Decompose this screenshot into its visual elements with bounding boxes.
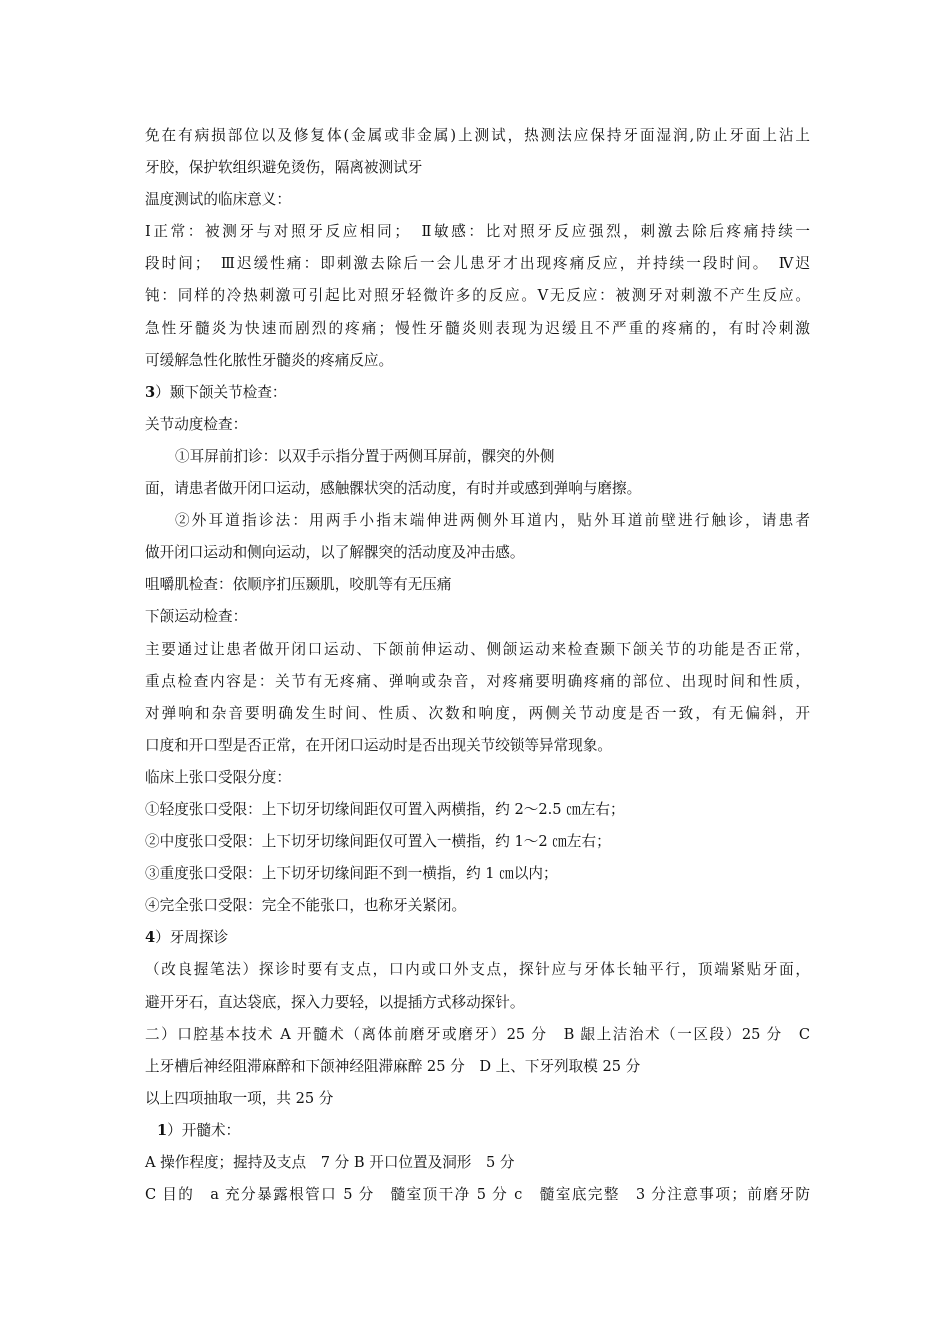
line-text: C 目的 a 充分暴露根管口 5 分 髓室顶干净 5 分 c 髓室底完整 3 分注意事项；前磨牙防	[145, 1186, 810, 1204]
text-line	[145, 248, 810, 280]
text-line	[145, 794, 810, 826]
text-line	[145, 473, 810, 505]
line-text: 关节动度检查：	[145, 415, 248, 433]
line-text: 钝：同样的冷热刺激可引起比对照牙轻微许多的反应。Ⅴ无反应：被测牙对刺激不产生反应。	[145, 287, 810, 305]
text-line	[145, 184, 810, 216]
line-text: 牙胶，保护软组织避免烫伤，隔离被测试牙	[145, 159, 423, 177]
line-text: ②外耳道指诊法：用两手小指末端伸进两侧外耳道内，贴外耳道前壁进行触诊，请患者	[175, 512, 810, 530]
text-line	[145, 441, 810, 473]
line-text: ①耳屏前扪诊：以双手示指分置于两侧耳屏前，髁突的外侧	[175, 447, 555, 465]
text-line	[145, 537, 810, 569]
text-line	[145, 601, 810, 633]
text-line	[145, 216, 810, 248]
line-text: ）牙周探诊	[155, 929, 229, 947]
text-line	[145, 1115, 810, 1147]
line-text: ）开髓术：	[167, 1121, 241, 1139]
line-text: 咀嚼肌检查：依顺序扪压颞肌，咬肌等有无压痛	[145, 576, 452, 594]
line-text: 段时间； Ⅲ迟缓性痛：即刺激去除后一会儿患牙才出现疼痛反应，并持续一段时间。 Ⅳ迟	[145, 255, 810, 273]
text-line	[145, 1051, 810, 1083]
text-line	[145, 890, 810, 922]
text-line	[145, 1019, 810, 1051]
text-line	[145, 1083, 810, 1115]
text-line	[145, 666, 810, 698]
line-text: ④完全张口受限：完全不能张口，也称牙关紧闭。	[145, 897, 467, 915]
text-line	[145, 377, 810, 409]
text-line	[145, 120, 810, 152]
line-text: 临床上张口受限分度：	[145, 768, 291, 786]
text-line	[145, 345, 810, 377]
line-text: 二）口腔基本技术 A 开髓术（离体前磨牙或磨牙）25 分 B 龈上洁治术（一区段）25 分 C	[145, 1025, 810, 1043]
line-text: 重点检查内容是：关节有无疼痛、弹响或杂音，对疼痛要明确疼痛的部位、出现时间和性质，	[145, 672, 810, 690]
line-text: 急性牙髓炎为快速而剧烈的疼痛；慢性牙髓炎则表现为迟缓且不严重的疼痛的，有时冷刺激	[145, 319, 810, 337]
text-line	[145, 1147, 810, 1179]
section-number: 1	[157, 1121, 168, 1139]
text-line	[145, 858, 810, 890]
line-text: 避开牙石，直达袋底，探入力要轻，以提插方式移动探针。	[145, 993, 525, 1011]
line-text: A 操作程度；握持及支点 7 分 B 开口位置及洞形 5 分	[145, 1154, 515, 1171]
text-line	[145, 1179, 810, 1211]
text-line	[145, 987, 810, 1019]
text-line	[145, 569, 810, 601]
line-text: 面，请患者做开闭口运动，感触髁状突的活动度，有时并或感到弹响与磨擦。	[145, 480, 642, 498]
line-text: 做开闭口运动和侧向运动，以了解髁突的活动度及冲击感。	[145, 544, 525, 562]
text-line	[145, 409, 810, 441]
line-text: 温度测试的临床意义：	[145, 191, 291, 209]
line-text: ③重度张口受限：上下切牙切缘间距不到一横指，约 1 ㎝以内；	[145, 865, 558, 883]
body-text	[145, 120, 810, 1211]
section-number: 3	[145, 383, 156, 401]
text-line	[145, 730, 810, 762]
line-text: 下颌运动检查：	[145, 608, 248, 626]
line-text: 以上四项抽取一项，共 25 分	[145, 1089, 334, 1107]
line-text: ）颞下颌关节检查：	[155, 383, 287, 401]
text-line	[145, 313, 810, 345]
text-line	[145, 505, 810, 537]
line-text: （改良握笔法）探诊时要有支点，口内或口外支点，探针应与牙体长轴平行，顶端紧贴牙面，	[145, 961, 810, 979]
line-text: 免在有病损部位以及修复体(金属或非金属)上测试，热测法应保持牙面湿润,防止牙面上沾上	[145, 127, 810, 144]
text-line	[145, 954, 810, 986]
line-text: Ⅰ正常：被测牙与对照牙反应相同； Ⅱ敏感：比对照牙反应强烈，刺激去除后疼痛持续一	[145, 223, 810, 241]
text-line	[145, 634, 810, 666]
line-text: ①轻度张口受限：上下切牙切缘间距仅可置入两横指，约 2～2.5 ㎝左右；	[145, 800, 625, 818]
text-line	[145, 762, 810, 794]
text-line	[145, 826, 810, 858]
text-line	[145, 922, 810, 954]
line-text: 可缓解急性化脓性牙髓炎的疼痛反应。	[145, 351, 394, 369]
line-text: ②中度张口受限：上下切牙切缘间距仅可置入一横指，约 1～2 ㎝左右；	[145, 833, 611, 851]
text-line	[145, 698, 810, 730]
section-number: 4	[145, 929, 156, 947]
line-text: 对弹响和杂音要明确发生时间、性质、次数和响度，两侧关节动度是否一致，有无偏斜，开	[145, 704, 810, 722]
text-line	[145, 152, 810, 184]
text-line	[145, 280, 810, 312]
line-text: 主要通过让患者做开闭口运动、下颌前伸运动、侧颌运动来检查颞下颌关节的功能是否正常，	[145, 640, 810, 658]
line-text: 口度和开口型是否正常，在开闭口运动时是否出现关节绞锁等异常现象。	[145, 736, 613, 754]
line-text: 上牙槽后神经阻滞麻醉和下颌神经阻滞麻醉 25 分 D 上、下牙列取模 25 分	[145, 1057, 641, 1075]
